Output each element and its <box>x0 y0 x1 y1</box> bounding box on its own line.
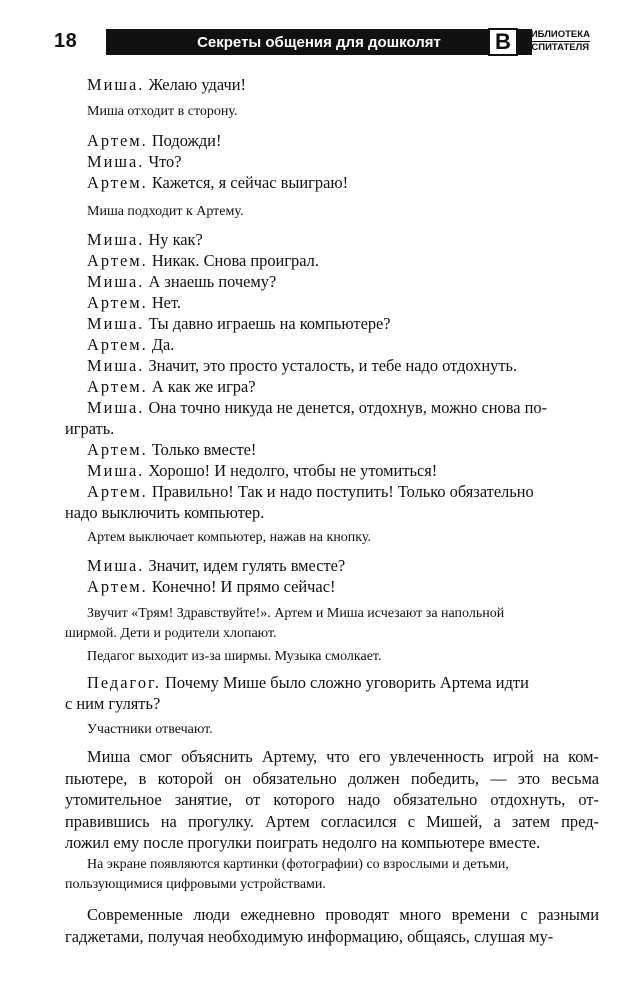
dialogue-line <box>87 130 599 151</box>
dialogue-text: Значит, это просто усталость, и тебе надо отдохнуть. <box>144 356 518 375</box>
running-title <box>106 29 532 55</box>
dialogue-text: Ну как? <box>144 230 203 249</box>
dialogue-text: Подожди! <box>147 131 222 150</box>
paragraph-line: правившись на прогулку. Артем согласился с Мишей, а затем пред- <box>65 811 599 831</box>
dialogue-text: А как же игра? <box>147 377 256 396</box>
dialogue-text: Конечно! И прямо сейчас! <box>147 577 336 596</box>
speaker-name: Артем. <box>87 251 148 270</box>
dialogue-line <box>87 555 599 576</box>
dialogue-text: Что? <box>144 152 182 171</box>
dialogue-text: Только вместе! <box>147 440 257 459</box>
running-title-text: Секреты общения для дошколят <box>197 33 441 51</box>
dialogue-line <box>87 74 599 95</box>
series-logo-text <box>524 29 590 54</box>
dialogue-line <box>87 355 599 376</box>
dialogue-text-continued: с ним гулять? <box>65 694 161 713</box>
paragraph-line: гаджетами, получая необходимую информацию, общаясь, слушая му- <box>65 926 554 946</box>
paragraph-line: пьютере, в которой он обязательно должен победить, — это весьма <box>65 768 599 788</box>
speaker-name: Артем. <box>87 440 148 459</box>
narrative-paragraph <box>65 904 599 947</box>
stage-direction-text: Звучит «Трям! Здравствуйте!». Артем и Миша исчезают за напольной <box>87 606 505 621</box>
speaker-name: Миша. <box>87 314 145 333</box>
dialogue-line <box>65 397 599 439</box>
dialogue-text: А знаешь почему? <box>144 272 277 291</box>
dialogue-line <box>87 460 599 481</box>
dialogue-text: Кажется, я сейчас выиграю! <box>147 173 349 192</box>
dialogue-line <box>87 576 599 597</box>
stage-direction: Миша подходит к Артему. <box>87 204 244 219</box>
dialogue-text: Да. <box>147 335 175 354</box>
paragraph-line: Миша смог объяснить Артему, что его увлеченность игрой на ком- <box>87 747 599 766</box>
dialogue-text: Она точно никуда не денется, отдохнув, можно снова по- <box>144 398 548 417</box>
speaker-name: Артем. <box>87 173 148 192</box>
dialogue-line <box>87 229 599 250</box>
page-number: 18 <box>54 30 78 52</box>
narrative-paragraph <box>65 746 599 854</box>
stage-direction: Участники отвечают. <box>87 722 213 737</box>
speaker-name: Миша. <box>87 75 145 94</box>
stage-direction-text-continued: пользующимися цифровыми устройствами. <box>65 877 326 892</box>
dialogue-text: Никак. Снова проиграл. <box>147 251 319 270</box>
dialogue-line <box>87 313 599 334</box>
speaker-name: Миша. <box>87 556 145 575</box>
dialogue-text: Значит, идем гулять вместе? <box>144 556 346 575</box>
dialogue-line <box>87 292 599 313</box>
dialogue-text: Почему Мише было сложно уговорить Артема идти <box>161 673 529 692</box>
dialogue-text-continued: играть. <box>65 419 115 438</box>
dialogue-line <box>87 439 599 460</box>
dialogue-text: Ты давно играешь на компьютере? <box>144 314 391 333</box>
dialogue-text: Правильно! Так и надо поступить! Только обязательно <box>147 482 534 501</box>
paragraph-line: утомительное занятие, от которого надо обязательно отдохнуть, от- <box>65 790 599 809</box>
stage-direction <box>65 855 599 895</box>
stage-direction <box>65 604 599 644</box>
series-logo-line2: ОСПИТАТЕЛЯ <box>524 42 590 53</box>
dialogue-line <box>65 672 599 714</box>
speaker-name: Артем. <box>87 577 148 596</box>
stage-direction-text-continued: ширмой. Дети и родители хлопают. <box>65 626 277 641</box>
dialogue-text: Хорошо! И недолго, чтобы не утомиться! <box>144 461 438 480</box>
speaker-name: Миша. <box>87 272 145 291</box>
speaker-name: Артем. <box>87 335 148 354</box>
speaker-name: Артем. <box>87 377 148 396</box>
series-logo-letter: В <box>488 28 518 56</box>
dialogue-line <box>65 481 599 523</box>
dialogue-text: Желаю удачи! <box>144 75 246 94</box>
dialogue-line <box>87 271 599 292</box>
stage-direction: Педагог выходит из-за ширмы. Музыка смолкает. <box>87 649 382 664</box>
speaker-name: Артем. <box>87 131 148 150</box>
paragraph-line: Современные люди ежедневно проводят много времени с разными <box>87 905 599 924</box>
page-header <box>54 28 608 58</box>
dialogue-line <box>87 334 599 355</box>
dialogue-line <box>87 172 599 193</box>
speaker-name: Педагог. <box>87 673 161 692</box>
speaker-name: Миша. <box>87 230 145 249</box>
dialogue-text-continued: надо выключить компьютер. <box>65 503 265 522</box>
paragraph-line: ложил ему после прогулки поиграть недолго на компьютере вместе. <box>65 833 541 852</box>
speaker-name: Артем. <box>87 482 148 501</box>
stage-direction-text: На экране появляются картинки (фотографии) со взрослыми и детьми, <box>87 857 509 872</box>
dialogue-line <box>87 250 599 271</box>
dialogue-line <box>87 151 599 172</box>
speaker-name: Миша. <box>87 398 145 417</box>
stage-direction: Артем выключает компьютер, нажав на кнопку. <box>87 530 371 545</box>
speaker-name: Миша. <box>87 356 145 375</box>
dialogue-text: Нет. <box>147 293 181 312</box>
speaker-name: Артем. <box>87 293 148 312</box>
speaker-name: Миша. <box>87 152 145 171</box>
stage-direction: Миша отходит в сторону. <box>87 104 238 119</box>
dialogue-line <box>87 376 599 397</box>
speaker-name: Миша. <box>87 461 145 480</box>
series-logo-line1: БИБЛИОТЕКА <box>524 29 590 40</box>
